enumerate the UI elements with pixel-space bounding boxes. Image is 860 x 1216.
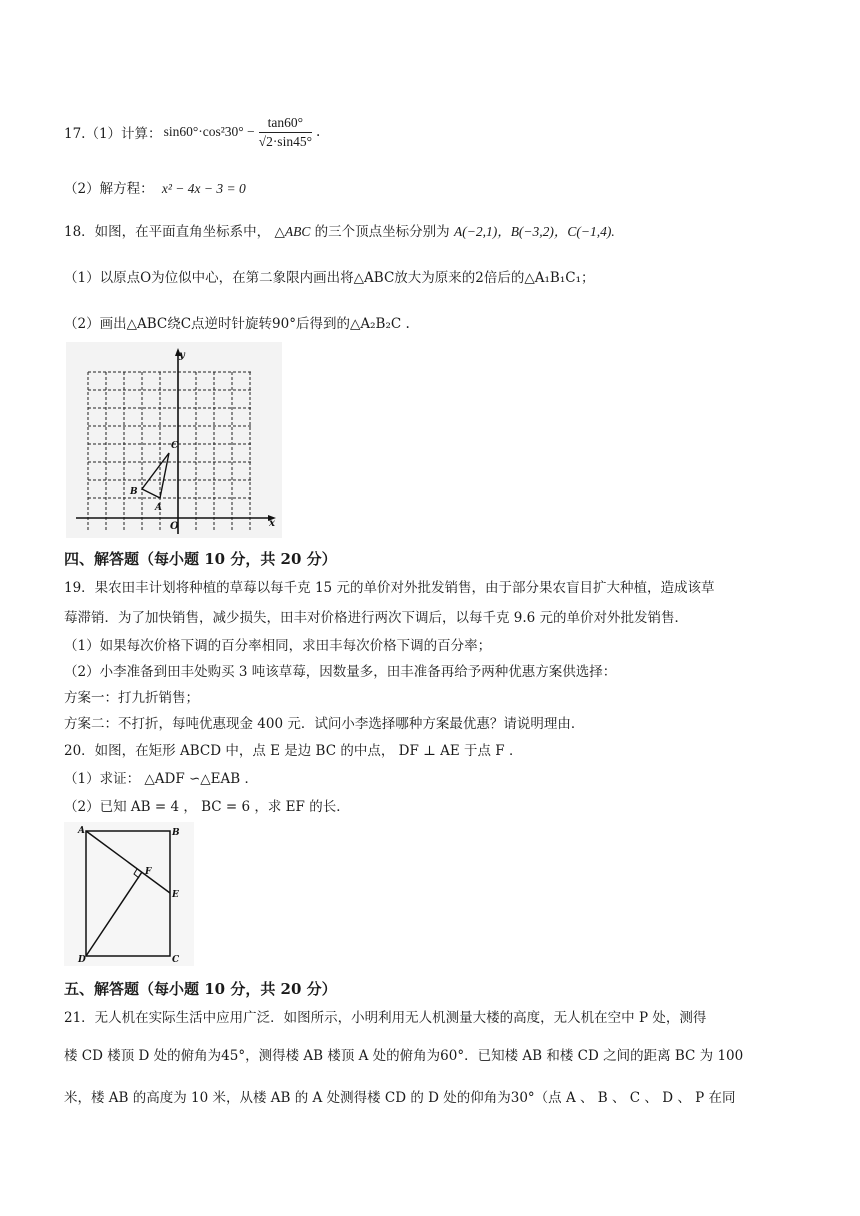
q19-line2: 莓滞销．为了加快销售，减少损失，田丰对价格进行两次下调后，以每千克 9.6 元的单价对外批发销售． [64,610,689,626]
q17-fraction-numerator: tan60° [259,115,312,133]
origin-label: O [170,521,179,532]
q17-part1 [64,108,320,156]
vertex-b-label: B [130,487,138,497]
q18-coordinate-grid-figure [66,342,282,538]
q20-part2: （2）已知 AB = 4 ， BC = 6 ，求 EF 的长． [64,799,350,815]
section5-heading: 五、解答题（每小题 10 分，共 20 分） [64,980,337,998]
point-e-label: E [172,890,179,900]
q17-equation: x² − 4x − 3 = 0 [161,181,246,196]
q17-fraction-denominator: √2·sin45° [258,133,312,149]
q17-part1-prefix: 17.（1）计算： [64,126,162,142]
q20-intro: 20．如图，在矩形 ABCD 中，点 E 是边 BC 的中点， DF ⊥ AE 于点 F ． [64,743,523,759]
q18-intro [64,220,615,240]
q18-part1: （1）以原点O为位似中心，在第二象限内画出将△ABC放大为原来的2倍后的△A₁B₁C₁； [64,270,595,286]
q21-line3: 米，楼 AB 的高度为 10 米，从楼 AB 的 A 处测得楼 CD 的 D 处的仰角为30°（点 A 、 B 、 C 、 D 、 P 在同 [64,1090,736,1106]
vertex-a-label: A [155,503,162,513]
x-axis-label: x [269,518,275,529]
q21-line1: 21．无人机在实际生活中应用广泛．如图所示，小明利用无人机测量大楼的高度，无人机在空中 P 处，测得 [64,1010,707,1026]
q21-line2: 楼 CD 楼顶 D 处的俯角为45°，测得楼 AB 楼顶 A 处的俯角为60°．已知楼 AB 和楼 CD 之间的距离 BC 为 100 [64,1048,744,1064]
q18-part2: （2）画出△ABC绕C点逆时针旋转90°后得到的△A₂B₂C . [64,316,410,332]
point-a-label: A [78,826,85,836]
point-c-label: C [172,955,180,965]
q18-coordinates: A(−2,1)，B(−3,2)，C(−1,4). [453,224,615,239]
q19-plan1: 方案一：打九折销售； [64,690,199,706]
q20-rectangle-figure [64,822,194,966]
q17-expression: sin60°·cos²30° − [163,124,255,139]
point-f-label: F [145,867,152,877]
point-d-label: D [78,955,86,965]
q18-triangle: △ABC [274,224,311,239]
q17-part2 [64,177,246,197]
section4-heading: 四、解答题（每小题 10 分，共 20 分） [64,550,337,568]
q19-part2: （2）小李准备到田丰处购买 3 吨该草莓，因数量多，田丰准备再给予两种优惠方案供选择： [64,664,617,680]
point-b-label: B [172,828,180,838]
q19-plan2: 方案二：不打折，每吨优惠现金 400 元．试问小李选择哪种方案最优惠？请说明理由． [64,716,585,732]
q19-line1: 19．果农田丰计划将种植的草莓以每千克 15 元的单价对外批发销售，由于部分果农盲目扩大种植，造成该草 [64,580,715,596]
q19-part1: （1）如果每次价格下调的百分率相同，求田丰每次价格下调的百分率； [64,638,492,654]
q17-fraction [259,115,312,150]
q18-intro-b: 的三个顶点坐标分别为 [314,224,450,240]
q17-end-period: . [315,124,321,140]
vertex-c-label: C [171,441,179,451]
q18-intro-a: 18．如图，在平面直角坐标系中， [64,224,271,240]
q17-part2-label: （2）解方程： [64,181,154,197]
y-axis-label: y [179,350,185,361]
q20-part1: （1）求证： △ADF ∽△EAB ． [64,771,259,787]
